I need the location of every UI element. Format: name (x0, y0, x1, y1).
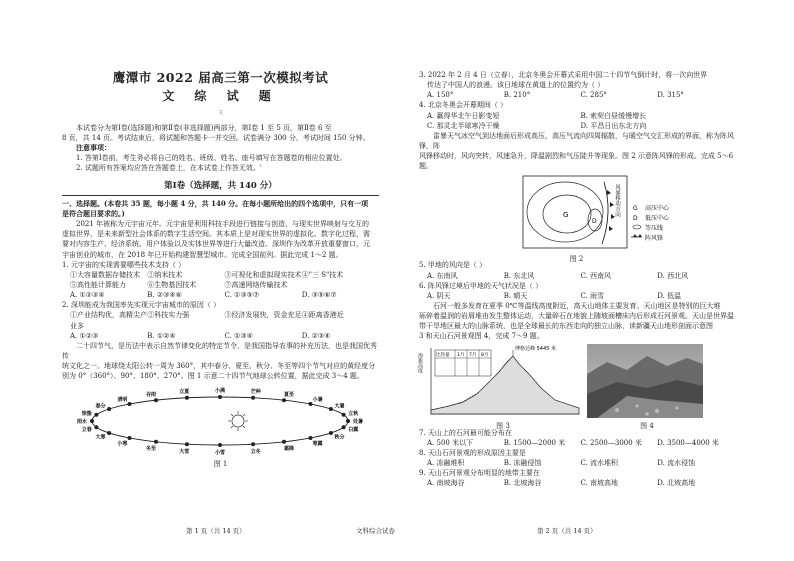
q8-option: A. 冻融堆积 (427, 458, 465, 467)
q7-answers (419, 438, 734, 448)
passage-4-line-2: 砾碎着温润的岩屑堆由发生整体运动，大量碎石在地貌上随坡面槽床内后形成石河景观。天山是世界温 (419, 312, 734, 321)
figure-1-caption: 图 1 (213, 459, 228, 468)
solar-term-label: 雨水 (76, 419, 88, 426)
q1-option: A. ①②③④ (70, 291, 105, 300)
earth-position-dot (251, 396, 255, 400)
q4-option: A. 赢得华北午日影变短 (427, 111, 500, 120)
earth-position-dot (94, 413, 98, 417)
earth-position-dot (107, 407, 111, 411)
divider (62, 195, 379, 196)
legend-low-mark: D (633, 215, 638, 223)
figure-2 (419, 174, 734, 263)
passage-3-line-2: 风锋移动时，风向突转，风速急升，降温剧烈和气压陡升等现象。图 2 示意阵风锋的形成。完成 5～6 题。 (419, 152, 734, 171)
q7-option: B. 1500—2000 米 (503, 438, 566, 447)
q9-option: B. 北坡海谷 (503, 479, 542, 488)
passage-4-line-3: 带干旱地区最大的山脉系统，也是全球最长的东西走向的独立山脉，读新疆天山地形剖面示意图 (419, 322, 713, 331)
earth-position-dot (329, 407, 333, 411)
q3-option: B. 210° (503, 91, 531, 100)
q1-option: D. ③⑤⑥⑦ (301, 291, 337, 300)
question-7: 7. 天山上的石河最可能分布在 (419, 428, 512, 437)
passage-4-line-4: 3 和天山石河景观图 4，完成 7～9 题。 (419, 332, 544, 341)
solar-term-label: 春分 (95, 403, 106, 410)
q2-answers (62, 331, 379, 341)
q7-option: A. 500 米以下 (427, 438, 474, 447)
q2-option: C. ①③④ (224, 331, 253, 340)
earth-position-dot (94, 426, 98, 430)
q1-answers (62, 290, 379, 300)
solar-term-label: 立春 (81, 427, 92, 434)
solar-term-label: 冬至 (145, 446, 157, 453)
stone-river-photo (587, 344, 703, 418)
q6-answers (419, 291, 734, 301)
q7-option: D. 3500—4000 米 (657, 438, 719, 447)
footer-page-right: 第 2 页（共 14 页） (537, 527, 597, 535)
q4-option: D. 平昌日出东北方向 (580, 121, 647, 130)
solar-term-label: 芒种 (250, 389, 261, 396)
earth-position-dot (342, 413, 346, 417)
exam-title: 鹰潭市 2022 届高三第一次模拟考试 (112, 70, 329, 85)
table-head: 1月 (457, 352, 465, 358)
legend-front-label: 阵风锋 (645, 235, 664, 243)
legend-low-label: 低压中心 (645, 215, 670, 223)
solar-term-label: 谷雨 (145, 392, 157, 399)
q5-option: B. 东北风 (503, 271, 535, 280)
legend-high-mark: G (633, 205, 638, 213)
q3-option: D. 315° (657, 91, 684, 100)
figure-2-frame (523, 176, 627, 248)
solar-term-label: 立秋 (348, 411, 359, 418)
q4-answers (419, 111, 734, 131)
solar-term-label: 寒露 (312, 441, 323, 448)
q8-option: C. 流水堆积 (580, 458, 619, 467)
sun-icon (232, 415, 244, 427)
question-1: 1. 元宇宙的实现需要哪些技术支持（ ） (62, 260, 186, 269)
solar-term-label: 大雪 (179, 449, 190, 456)
q1-item: ⑤高性能计算能力 (70, 281, 126, 290)
peak-label: 博格达峰 5445 米 (515, 345, 556, 352)
earth-position-dot (218, 443, 222, 447)
legend-high-label: 高压中心 (645, 205, 670, 213)
legend-isobar-label: 等压线 (645, 225, 664, 233)
q4-option: B. 索契白昼缓慢增长 (580, 111, 647, 120)
notice-1: 1. 答第Ⅰ卷前，考生务必将自己的姓名、班级、姓名、座号填写在答题卷的相应位置处。 (76, 154, 347, 163)
table-head: 比热量 (436, 352, 450, 358)
earth-position-dot (128, 436, 132, 440)
q6-option: D. 低温 (657, 291, 682, 300)
solar-term-label: 小暑 (312, 397, 323, 404)
q6-option: C. 雨雪 (580, 291, 605, 300)
q8-option: B. 冻融侵蚀 (503, 458, 542, 467)
solar-term-label: 夏至 (283, 392, 295, 399)
passage-4-line-1: 石河一般多发育在夏季 0℃等温线高度附近，高天山地体主要发育。天山地区是特别的巨大堆 (433, 301, 721, 310)
q5-option: C. 西南风 (580, 271, 612, 280)
passage-1-line-4: 宇宙创业的城市，在 2018 年已开始构建智慧型城市。完成全国前列。据此完成 1～2 题。 (62, 250, 343, 259)
tianshan-profile (419, 344, 583, 418)
q9-option: D. 北坡高地 (657, 479, 696, 488)
earth-position-dot (107, 431, 111, 435)
solar-term-label: 惊蛰 (81, 411, 92, 418)
q7-option: C. 2500—3000 米 (580, 438, 642, 447)
solar-term-label: 立冬 (250, 449, 261, 456)
notice-2: 2. 试题所有答案均应答在答题卷上，在本试卷上作答无效。' (76, 164, 262, 173)
earth-position-dot (282, 399, 286, 403)
solar-term-label: 立夏 (179, 389, 190, 396)
q2-item: ④距离香港近 (301, 311, 344, 320)
q1-option: B. ②③④⑥ (147, 291, 182, 300)
footer-page-left: 第 1 页（共 14 页） (186, 527, 246, 535)
figures-3-4 (419, 344, 734, 428)
intro-line-1: 本试卷分为第Ⅰ卷(选择题)和第Ⅱ卷(非选择题)两部分，第Ⅰ卷 1 至 5 页，第Ⅱ卷 6 至 (76, 123, 332, 132)
q2-option: B. ①②④ (147, 331, 176, 340)
earth-position-dot (185, 443, 189, 447)
storm-direction-label: 风暴移动方向 (614, 184, 620, 218)
choice-section-heading-2: 是符合题目要求的。) (62, 209, 125, 219)
profile-y-label: 海拔高度 (417, 352, 423, 373)
q8-answers (419, 458, 734, 468)
earth-position-dot (342, 426, 346, 430)
passage-1-line-2: 虚拟世界，是未来新型社会体系的数字生活空间。其本质上是对现实世界的虚拟化、数字化过程，需 (62, 230, 370, 239)
figure-4-caption: 图 4 (640, 421, 654, 430)
q3-option: C. 285° (580, 91, 607, 100)
legend-isobar-symbol (633, 225, 641, 229)
q3-option: A. 150° (427, 91, 454, 100)
figure-3-caption: 图 3 (496, 421, 510, 430)
exam-subtitle: 文 综 试 题 (162, 89, 279, 104)
solar-term-labels (77, 387, 363, 456)
earth-position-dot (329, 431, 333, 435)
question-6: 6. 阵风锋过境后甲地的天气状况是（ ） (419, 281, 543, 290)
figure-1 (62, 383, 379, 468)
legend-front-triangles (633, 234, 642, 237)
table-head: 8月 (481, 352, 489, 358)
q5-option: D. 西北风 (657, 271, 689, 280)
passage-1-line-3: 要对内容生产、经济系统、用户体验以及实体世界等进行大量改造。深圳作为改革开放重要窗口，元 (62, 240, 370, 249)
earth-position-dot (218, 395, 222, 399)
q1-item: ⑦高速网络传输技术 (224, 281, 288, 290)
passage-1-line-1: 2021 年被称为元宇宙元年。元宇宙是利用科技手段进行链接与创造，与现实世界映射与交互的 (76, 220, 370, 229)
q1-item: ②纳米技术 (147, 270, 183, 279)
earth-position-dot (154, 440, 158, 444)
q1-item: ⑥生物基因技术 (147, 281, 197, 290)
q2-option: A. ①②③ (70, 331, 99, 340)
q1-items-2 (62, 280, 379, 290)
question-5: 5. 甲地的风向是（ ） (419, 261, 487, 270)
choice-section-heading: 一、选择题。(本卷共 35 题，每小题 4 分，共 140 分。在每小题所给出的四个选项中，只有一项 (62, 198, 369, 208)
solar-term-label: 白露 (348, 427, 359, 434)
earth-position-dot (251, 443, 255, 447)
question-3-line-2: 传达了中国人的浪漫。该日地球在黄道上的位置约为（ ） (427, 81, 605, 90)
question-4: 4. 北京冬奥会开幕期间（ ） (419, 101, 508, 110)
high-center-marker: G (563, 211, 569, 220)
q6-option: B. 晴天 (503, 291, 528, 300)
earth-position-dot (154, 399, 158, 403)
passage-2-line-2: 统文化之一。地球绕太阳公转一周为 360°，其中春分、夏至、秋分、冬至等四个节气对应的黄经度分 (62, 362, 376, 371)
passage-2-line-3: 别为 0°（360°）、90°、180°、270°。图 1 示意二十四节气地球公转位置，据此完成 3～4 题。 (62, 372, 364, 381)
q2-items (62, 310, 379, 330)
intro-line-2: 8 页，共 14 页。考试结束后，将试题和答题卡一并交回。试卷满分 300 分，考试时间 150 分钟。 (62, 134, 370, 143)
q2-option: D. ②③④ (301, 331, 331, 340)
q8-option: D. 流水侵蚀 (657, 458, 696, 467)
orbit-diagram (62, 383, 379, 455)
q2-item: ③经济发展快，资金充足 (224, 311, 302, 320)
q4-option: C. 那灵北半球寒冷干燥 (427, 121, 500, 130)
q1-option: C. ①③⑤⑦ (224, 291, 260, 300)
solar-term-label: 小雪 (214, 450, 226, 457)
q1-items (62, 270, 379, 280)
question-3-line-1: 3. 2022 年 2 月 4 日（立春），北京冬奥会开幕式采用中国二十四节气倒计时，将一次向世界 (419, 71, 708, 79)
solar-term-label: 大暑 (334, 403, 345, 410)
q9-option: A. 南坡海谷 (427, 479, 465, 488)
earth-position-dot (282, 440, 286, 444)
q1-item: ④"三 S"技术 (301, 270, 344, 279)
solar-term-label: 秋分 (334, 434, 345, 441)
earth-position-dot (346, 419, 350, 423)
q9-option: C. 南坡高地 (580, 479, 619, 488)
q2-item: ②科技实力强 (147, 311, 190, 320)
earth-position-dot (128, 402, 132, 406)
tiny-mark: 文 (217, 109, 223, 116)
section-heading-juan1: 第Ⅰ卷（选择题，共 140 分） (164, 180, 277, 191)
figure-4 (587, 344, 707, 428)
low-center-marker: D (592, 218, 597, 226)
table-head: 7月 (469, 352, 477, 358)
q3-answers (419, 90, 734, 100)
solar-term-label: 清明 (117, 397, 128, 404)
earth-position-dot (309, 436, 313, 440)
solar-term-label: 处暑 (352, 419, 364, 426)
passage-3-line-1: 雷暴天气冰空气到达地面后形成高压，高压气流向四周辐散，与暖空气交汇形成的界面，称为阵风锋，阵 (419, 131, 734, 150)
solar-term-label: 霜降 (283, 446, 295, 453)
gust-front-diagram (419, 174, 734, 250)
q6-option: A. 阴天 (427, 291, 451, 300)
question-8: 8. 天山石河景观的形成原因主要是 (419, 448, 526, 457)
notice-heading: 注意事项： (76, 143, 111, 153)
question-2: 2. 深圳能成为我国率先实现元宇宙城市的原因（ ） (62, 301, 221, 310)
solar-term-label: 大寒 (95, 434, 106, 441)
q2-item: ①产业结构优，高精尖产业多 (70, 311, 147, 330)
q9-answers (419, 478, 734, 488)
figure-3 (419, 344, 587, 428)
earth-position-dot (185, 396, 189, 400)
question-9: 9. 天山石河景观分布明显的地带主要在 (419, 469, 540, 478)
q1-item: ③可视化和虚拟现实技术 (224, 270, 302, 279)
q1-item: ①大容量数据存储技术 (70, 270, 140, 279)
right-page (397, 0, 794, 561)
footer-mid: 文科综合试卷 (356, 527, 395, 535)
q5-option: A. 东南风 (427, 271, 458, 280)
solar-term-label: 小满 (214, 388, 226, 395)
solar-term-label: 小寒 (117, 441, 128, 448)
earth-position-dot (90, 419, 94, 423)
figure-2-caption: 图 2 (569, 254, 584, 263)
q5-answers (419, 271, 734, 281)
passage-2-line-1: 二十四节气，是历法中表示自然节律变化的特定节令，是我国指导农事的补充历法，也是我国优秀传 (62, 341, 377, 361)
